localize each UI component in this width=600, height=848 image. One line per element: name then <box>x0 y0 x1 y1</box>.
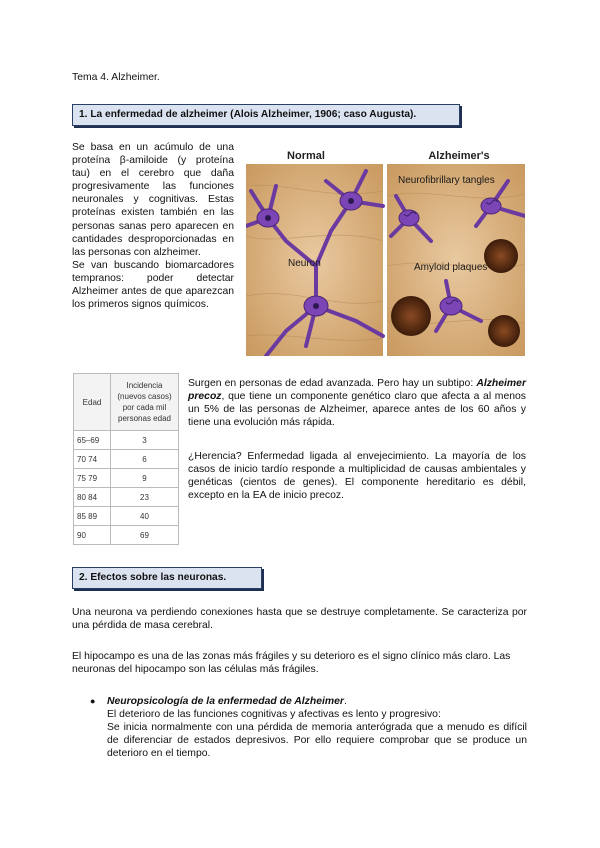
neuropsychology-bullet <box>90 695 527 760</box>
bullet-line-2: Se inicia normalmente con una pérdida de memoria anterógrada que a menudo es difícil de diferenciar de estados depresivos. Por ello requiere comprobar que se produce un deterioro en el tiempo. <box>107 722 527 760</box>
row-value: 6 <box>111 450 179 469</box>
intro-paragraph: Se basa en un acúmulo de una proteína β-amiloide (y proteína tau) en el cerebro que daña progresivamente las funciones neuronales y cognitivas. Estas proteínas existen también en las personas sanas pero aparecen en cantidades desproporcionadas en las personas con alzheimer. <box>72 142 234 258</box>
label-tangles: Neurofibrillary tangles <box>398 175 495 186</box>
label-plaques: Amyloid plaques <box>414 262 488 273</box>
table-header-row <box>74 374 179 431</box>
label-alzheimers: Alzheimer's <box>428 150 490 162</box>
row-value: 9 <box>111 469 179 488</box>
hippocampus-paragraph: El hipocampo es una de las zonas más frágiles y su deterioro es el signo clínico más claro. Las neuronas del hipocampo son las células más frágiles. <box>72 651 511 676</box>
row-value: 3 <box>111 431 179 450</box>
table-row <box>74 526 179 545</box>
table-row <box>74 507 179 526</box>
label-normal: Normal <box>287 150 325 162</box>
table-row <box>74 469 179 488</box>
table-row <box>74 488 179 507</box>
row-age: 65–69 <box>74 431 111 450</box>
alzheimer-precoz-term: Alzheimer precoz <box>188 378 526 403</box>
normal-vs-alzheimers-figure <box>246 146 525 356</box>
incidence-table <box>73 373 179 545</box>
row-age: 80 84 <box>74 488 111 507</box>
row-age: 75 79 <box>74 469 111 488</box>
subtype-text-end: , que tiene un componente genético claro que afecta a al menos un 5% de las personas de Alzheimer, aparece antes de los 60 años y tiene una evolución más rápida. <box>188 391 526 429</box>
bullet-title: Neuropsicología de la enfermedad de Alzheimer <box>107 696 344 707</box>
section-1-intro <box>72 141 234 311</box>
row-value: 23 <box>111 488 179 507</box>
neuron-loss-paragraph: Una neurona va perdiendo conexiones hasta que se destruye completamente. Se caracteriza por una pérdida de masa cerebral. <box>72 607 527 632</box>
bullet-title-end: . <box>343 696 347 707</box>
biomarkers-paragraph: Se van buscando biomarcadores tempranos: poder detectar Alzheimer antes de que aparezcan los primeros signos químicos. <box>72 259 234 311</box>
subtype-paragraph <box>188 377 526 429</box>
bullet-line-1: El deterioro de las funciones cognitivas y afectivas es lento y progresivo: <box>107 709 441 721</box>
heredity-paragraph: ¿Herencia? Enfermedad ligada al envejecimiento. La mayoría de los casos de inicio tardío responde a multiplicidad de causas ambientales y genéticas (cientos de genes). El componente hereditario es débil, excepto en la EA de inicio precoz. <box>188 451 526 502</box>
label-neuron: Neuron <box>288 258 321 269</box>
header-age: Edad <box>74 374 111 431</box>
row-value: 40 <box>111 507 179 526</box>
table-row <box>74 431 179 450</box>
row-age: 90 <box>74 526 111 545</box>
document-title: Tema 4. Alzheimer. <box>72 72 160 83</box>
section-1-heading: 1. La enfermedad de alzheimer (Alois Alzheimer, 1906; caso Augusta). <box>72 104 460 126</box>
row-value: 69 <box>111 526 179 545</box>
header-incidence: Incidencia (nuevos casos) por cada mil personas edad <box>111 374 179 431</box>
row-age: 70 74 <box>74 450 111 469</box>
section-2-heading: 2. Efectos sobre las neuronas. <box>72 567 262 589</box>
subtype-text-start: Surgen en personas de edad avanzada. Pero hay un subtipo: <box>188 378 477 389</box>
table-row <box>74 450 179 469</box>
row-age: 85 89 <box>74 507 111 526</box>
bullet-dot-icon: ● <box>90 696 96 706</box>
